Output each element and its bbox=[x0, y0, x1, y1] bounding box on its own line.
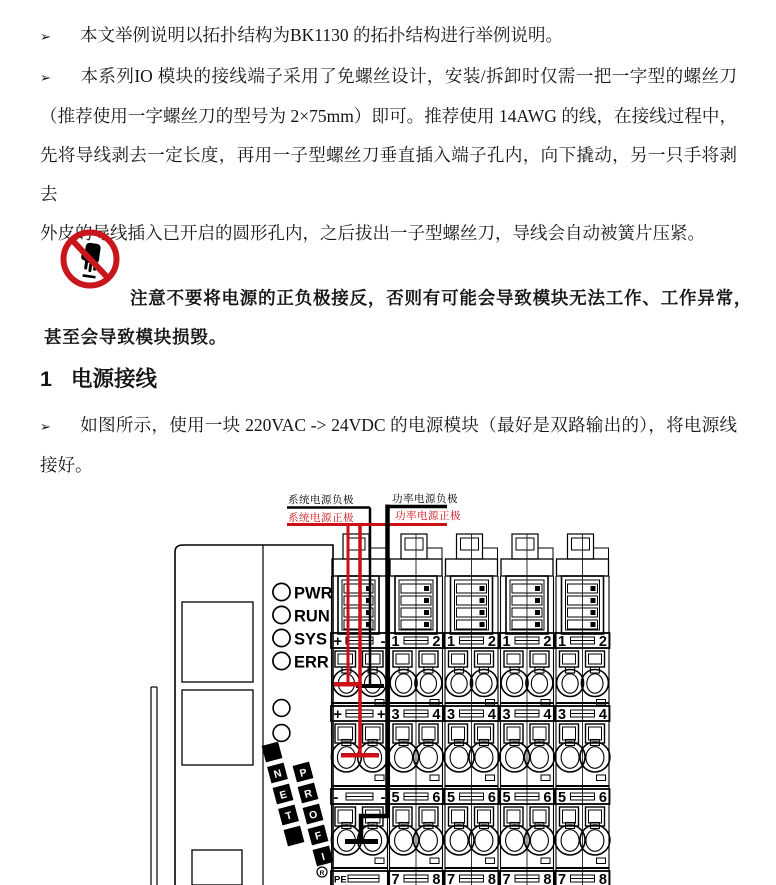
logo-letter: P bbox=[298, 766, 309, 780]
top-step bbox=[483, 548, 498, 559]
terminal-label: 6 bbox=[432, 790, 441, 806]
terminal-inner bbox=[419, 830, 437, 852]
led-indicator bbox=[273, 583, 290, 600]
terminal-inner bbox=[506, 674, 522, 693]
bullet-2-line: （推荐使用一字螺丝刀的型号为 2×75mm）即可。推荐使用 14AWG 的线，在接线过程中， bbox=[40, 106, 737, 126]
terminal-inner bbox=[395, 830, 413, 852]
wire-hole-inner bbox=[533, 727, 546, 740]
wire-hole-inner bbox=[452, 810, 465, 823]
terminal-label: + bbox=[333, 634, 342, 650]
wire-hole-inner bbox=[422, 727, 435, 740]
wire-hole-inner bbox=[507, 654, 520, 664]
indicator-dot bbox=[424, 586, 429, 591]
led-indicator bbox=[273, 725, 290, 742]
wire-hole-inner bbox=[589, 654, 602, 664]
bullet-marker: ➢ bbox=[40, 29, 51, 44]
logo-letter: F bbox=[313, 829, 323, 843]
led-label: SYS bbox=[294, 630, 328, 649]
led-indicator bbox=[273, 700, 290, 717]
terminal-label: 7 bbox=[502, 872, 511, 885]
bullet-1-text: 本文举例说明以拓扑结构为BK1130 的拓扑结构进行举例说明。 bbox=[80, 25, 564, 45]
terminal-label: 6 bbox=[487, 790, 496, 806]
indicator-dot bbox=[480, 598, 485, 603]
wire-hole-inner bbox=[563, 810, 576, 823]
indicator-dot bbox=[424, 598, 429, 603]
pwr-neg-wire-end bbox=[345, 839, 378, 844]
top-step bbox=[427, 548, 442, 559]
warning-text-line: 甚至会导致模块损毁。 bbox=[44, 327, 227, 347]
wire-hole-inner bbox=[533, 810, 546, 823]
terminal-label: - bbox=[380, 790, 386, 806]
logo-letter: T bbox=[284, 809, 294, 823]
terminal-inner bbox=[451, 674, 467, 693]
terminal-label: 5 bbox=[447, 790, 456, 806]
terminal-label: 7 bbox=[391, 872, 400, 885]
wire-hole-inner bbox=[422, 810, 435, 823]
terminal-inner bbox=[450, 830, 468, 852]
terminal-inner bbox=[420, 674, 436, 693]
logo-tile-bg bbox=[284, 826, 305, 847]
retainer-clip bbox=[430, 775, 439, 781]
terminal-label: 3 bbox=[447, 707, 456, 723]
section-heading bbox=[40, 366, 157, 392]
coupler-panel-window bbox=[192, 850, 242, 885]
terminal-inner bbox=[395, 674, 411, 693]
io-module-column bbox=[389, 534, 444, 885]
coupler-panel-window bbox=[182, 690, 253, 765]
bullet-1 bbox=[40, 16, 740, 56]
retainer-clip bbox=[375, 858, 384, 864]
led-label: RUN bbox=[294, 607, 330, 626]
terminal-label: 4 bbox=[432, 707, 441, 723]
retainer-clip bbox=[597, 775, 606, 781]
top-step bbox=[594, 548, 609, 559]
indicator-dot bbox=[480, 622, 485, 627]
wire-hole-inner bbox=[366, 654, 381, 664]
wire-label-sys-neg: 系统电源负极 bbox=[288, 494, 354, 506]
terminal-label: - bbox=[380, 634, 386, 650]
terminal-label: 1 bbox=[558, 634, 567, 650]
terminal-inner bbox=[587, 674, 603, 693]
wire-hole-inner bbox=[507, 727, 520, 740]
led-indicator bbox=[273, 606, 290, 623]
wire-hole-inner bbox=[338, 810, 353, 823]
logo-tile bbox=[293, 762, 314, 783]
top-tab-inner bbox=[405, 538, 423, 550]
din-rail bbox=[151, 687, 157, 885]
logo-letter: R bbox=[303, 787, 314, 801]
terminal-inner bbox=[506, 747, 524, 769]
terminal-inner bbox=[530, 747, 548, 769]
terminal-inner bbox=[531, 674, 547, 693]
bullet-3-line bbox=[40, 406, 737, 446]
bullet-3-line: 接好。 bbox=[40, 455, 93, 475]
terminal-label: 8 bbox=[487, 872, 496, 885]
terminal-label: 1 bbox=[502, 634, 511, 650]
terminal-inner bbox=[365, 674, 381, 693]
wire-hole-inner bbox=[396, 727, 409, 740]
retainer-clip bbox=[430, 858, 439, 864]
heading-title: 电源接线 bbox=[70, 367, 157, 391]
wire-hole-inner bbox=[396, 810, 409, 823]
indicator-dot bbox=[480, 586, 485, 591]
logo-tile bbox=[262, 742, 283, 763]
terminal-label: 2 bbox=[487, 634, 496, 650]
terminal-inner bbox=[586, 830, 604, 852]
wire-hole-inner bbox=[452, 654, 465, 664]
indicator-dot bbox=[424, 622, 429, 627]
bullet-marker: ➢ bbox=[40, 419, 51, 434]
indicator-dot bbox=[591, 622, 596, 627]
terminal-label: 2 bbox=[432, 634, 441, 650]
led-label: PWR bbox=[294, 584, 333, 603]
indicator-dot bbox=[591, 610, 596, 615]
terminal-label: 5 bbox=[502, 790, 511, 806]
io-module-column bbox=[500, 534, 555, 885]
terminal-inner bbox=[561, 747, 579, 769]
pwr-pos-wire-end bbox=[341, 753, 379, 758]
bullet-2-line bbox=[40, 57, 737, 97]
logo-letter: I bbox=[320, 850, 327, 864]
top-step bbox=[538, 548, 553, 559]
logo-tile bbox=[298, 783, 319, 804]
terminal-label: 4 bbox=[487, 707, 496, 723]
logo-tile bbox=[278, 805, 299, 826]
logo-letter: E bbox=[278, 788, 289, 802]
wire-label-pwr-neg: 功率电源负极 bbox=[392, 493, 458, 505]
logo-letter: N bbox=[272, 767, 284, 781]
terminal-label: 1 bbox=[447, 634, 456, 650]
terminal-inner bbox=[586, 747, 604, 769]
terminal-label: 2 bbox=[543, 634, 552, 650]
sys-pos-wire-end bbox=[334, 682, 362, 687]
indicator-dot bbox=[591, 586, 596, 591]
bullet-2-line: 外皮的导线插入已开启的圆形孔内，之后拔出一子型螺丝刀，导线会自动被簧片压紧。 bbox=[40, 223, 705, 243]
top-tab-inner bbox=[461, 538, 479, 550]
io-module-column bbox=[444, 534, 499, 885]
io-module-column bbox=[555, 534, 610, 885]
wire-label-pwr-pos: 功率电源正极 bbox=[395, 510, 461, 522]
no-touch-warning-icon bbox=[59, 228, 121, 292]
heading-number: 1 bbox=[40, 367, 52, 391]
wire-hole-inner bbox=[478, 810, 491, 823]
wire-hole-inner bbox=[366, 727, 381, 740]
indicator-dot bbox=[535, 622, 540, 627]
top-tab-inner bbox=[516, 538, 534, 550]
terminal-label: - bbox=[333, 790, 339, 806]
indicator-dot bbox=[424, 610, 429, 615]
bullet-3 bbox=[40, 406, 737, 485]
wire-hole-inner bbox=[338, 654, 353, 664]
retainer-clip bbox=[541, 858, 550, 864]
wire-hole-inner bbox=[478, 727, 491, 740]
logo-tile bbox=[284, 826, 305, 847]
wire-hole-inner bbox=[422, 654, 435, 664]
wire-hole-inner bbox=[533, 654, 546, 664]
terminal-label: + bbox=[333, 707, 342, 723]
logo-tile bbox=[273, 784, 294, 805]
terminal-label: 2 bbox=[598, 634, 607, 650]
logo-tile bbox=[303, 804, 324, 825]
retainer-clip bbox=[375, 775, 384, 781]
retainer-clip bbox=[541, 775, 550, 781]
top-tab-inner bbox=[347, 538, 365, 550]
wire-hole-inner bbox=[338, 727, 353, 740]
terminal-label: + bbox=[377, 707, 386, 723]
top-tab-inner bbox=[572, 538, 590, 550]
retainer-clip bbox=[597, 858, 606, 864]
wire-hole-inner bbox=[563, 654, 576, 664]
wire-hole-inner bbox=[452, 727, 465, 740]
terminal-label: 7 bbox=[447, 872, 456, 885]
terminal-label: 8 bbox=[543, 872, 552, 885]
terminal-label: 3 bbox=[502, 707, 511, 723]
indicator-dot bbox=[535, 586, 540, 591]
wire-hole-inner bbox=[478, 654, 491, 664]
terminal-label: 5 bbox=[558, 790, 567, 806]
led-label: ERR bbox=[294, 653, 329, 672]
terminal-label: 7 bbox=[558, 872, 567, 885]
logo-tile bbox=[308, 825, 329, 846]
wire-hole-inner bbox=[589, 727, 602, 740]
bullet-2-line: 先将导线剥去一定长度，再用一子型螺丝刀垂直插入端子孔内，向下撬动，另一只手将剥去 bbox=[40, 145, 737, 204]
bullet-2 bbox=[40, 57, 737, 253]
terminal-label: 3 bbox=[391, 707, 400, 723]
led-indicator bbox=[273, 652, 290, 669]
wire-hole-inner bbox=[396, 654, 409, 664]
terminal-label: 6 bbox=[543, 790, 552, 806]
wire-hole-inner bbox=[507, 810, 520, 823]
terminal-inner bbox=[450, 747, 468, 769]
terminal-inner bbox=[475, 747, 493, 769]
indicator-dot bbox=[535, 598, 540, 603]
terminal-label: 6 bbox=[598, 790, 607, 806]
terminal-label: PE bbox=[334, 874, 347, 885]
logo-tile bbox=[267, 763, 288, 784]
terminal-inner bbox=[562, 674, 578, 693]
top-step bbox=[369, 548, 387, 559]
bullet-2-text: 本系列IO 模块的接线端子采用了免螺丝设计，安装/拆卸时仅需一把一字型的螺丝刀 bbox=[80, 66, 737, 86]
terminal-inner bbox=[475, 830, 493, 852]
terminal-label: 1 bbox=[391, 634, 400, 650]
bullet-marker: ➢ bbox=[40, 70, 51, 85]
terminal-inner bbox=[419, 747, 437, 769]
coupler-panel-window bbox=[182, 602, 253, 682]
terminal-label: 5 bbox=[391, 790, 400, 806]
retainer-clip bbox=[486, 858, 495, 864]
terminal-inner bbox=[395, 747, 413, 769]
terminal-label: 4 bbox=[543, 707, 552, 723]
led-indicator bbox=[273, 629, 290, 646]
logo-tile bbox=[313, 846, 334, 867]
terminal-label: 8 bbox=[432, 872, 441, 885]
registered-mark-letter: R bbox=[319, 870, 325, 877]
terminal-label: 4 bbox=[598, 707, 607, 723]
terminal-inner bbox=[506, 830, 524, 852]
logo-letter: O bbox=[307, 808, 319, 823]
profinet-logo bbox=[262, 742, 334, 877]
logo-tile-bg bbox=[262, 742, 283, 763]
wire-hole-inner bbox=[589, 810, 602, 823]
power-wiring-diagram bbox=[0, 485, 776, 885]
indicator-dot bbox=[591, 598, 596, 603]
indicator-dot bbox=[480, 610, 485, 615]
indicator-dot bbox=[535, 610, 540, 615]
retainer-clip bbox=[486, 775, 495, 781]
wire-hole-inner bbox=[563, 727, 576, 740]
warning-text-line: 注意不要将电源的正负极接反，否则有可能会导致模块无法工作、工作异常， bbox=[130, 288, 753, 308]
terminal-inner bbox=[476, 674, 492, 693]
bullet-3-text: 如图所示，使用一块 220VAC -> 24VDC 的电源模块（最好是双路输出的），将电源线 bbox=[80, 415, 737, 435]
terminal-label: 3 bbox=[558, 707, 567, 723]
wire-label-sys-pos: 系统电源正极 bbox=[288, 512, 354, 524]
terminal-inner bbox=[561, 830, 579, 852]
terminal-label: 8 bbox=[598, 872, 607, 885]
terminal-inner bbox=[530, 830, 548, 852]
